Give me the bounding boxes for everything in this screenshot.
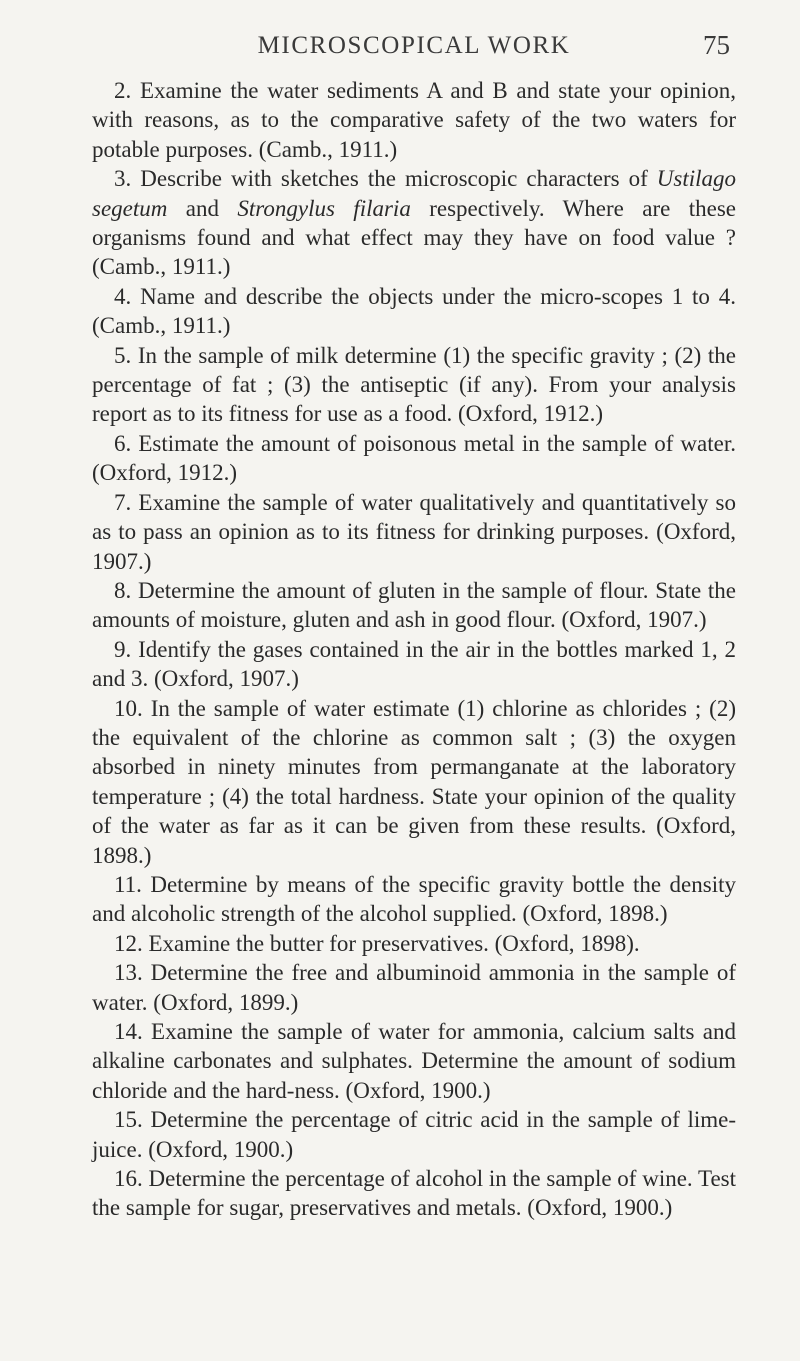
question-number: 3. — [114, 166, 132, 192]
question-number: 12. — [114, 930, 143, 956]
question-4 — [92, 282, 736, 341]
question-7 — [92, 488, 736, 576]
question-text: Describe with sketches the microscopic characters of — [140, 166, 657, 192]
question-2 — [92, 76, 736, 164]
question-14 — [92, 1017, 736, 1105]
question-13 — [92, 958, 736, 1017]
question-number: 4. — [114, 283, 132, 309]
question-text: In the sample of water estimate (1) chlorine as chlorides ; (2) the equivalent of the chlorine as common salt ; (3) the oxygen absorbed in ninety minutes from permanganate at the laboratory temperature ; (4) the total hardness. State your opinion of the quality of the water as far as it can be given from these results. (Oxford, 1898.) — [92, 695, 736, 868]
question-16 — [92, 1164, 736, 1223]
question-number: 10. — [114, 695, 143, 721]
question-text: Name and describe the objects under the micro-scopes 1 to 4. (Camb., 1911.) — [92, 283, 737, 339]
species-name: Ustilago segetum — [92, 166, 736, 221]
question-number: 9. — [114, 636, 132, 662]
question-12 — [92, 929, 736, 958]
question-number: 13. — [114, 960, 143, 986]
question-text: Determine the percentage of alcohol in the sample of wine. Test the sample for sugar, preservatives and metals. (Oxford, 1900.) — [92, 1166, 737, 1221]
question-text: In the sample of milk determine (1) the specific gravity ; (2) the percentage of fat ; (3) the antiseptic (if any). From your analysis report as to its fitness for use as a food. (Oxford, 1912.) — [92, 342, 737, 427]
question-number: 7. — [114, 489, 132, 515]
running-head — [92, 0, 736, 76]
question-text: Examine the sample of water for ammonia, calcium salts and alkaline carbonates and sulphates. Determine the amount of sodium chloride and the hard-ness. (Oxford, 1900.) — [92, 1019, 736, 1103]
question-text: Determine the percentage of citric acid in the sample of lime-juice. (Oxford, 1900.) — [92, 1107, 737, 1162]
question-15 — [92, 1105, 736, 1164]
page-number: 75 — [703, 30, 730, 60]
question-text: and — [167, 195, 238, 221]
species-name: Strongylus filaria — [237, 195, 411, 221]
question-11 — [92, 870, 736, 929]
question-text: Determine by means of the specific gravity bottle the density and alcoholic strength of the alcohol supplied. (Oxford, 1898.) — [92, 871, 737, 927]
question-number: 14. — [114, 1019, 143, 1044]
question-number: 5. — [114, 342, 132, 368]
question-6 — [92, 429, 736, 488]
question-number: 11. — [114, 871, 142, 897]
question-text: Examine the butter for preservatives. (Oxford, 1898). — [148, 930, 640, 956]
question-9 — [92, 635, 736, 694]
question-text: Examine the water sediments A and B and state your opinion, with reasons, as to the comparative safety of the two waters for potable purposes. (Camb., 1911.) — [92, 78, 737, 162]
question-5 — [92, 341, 736, 429]
question-number: 15. — [114, 1107, 143, 1133]
question-10 — [92, 694, 736, 870]
question-list — [92, 76, 736, 1223]
question-3 — [92, 164, 736, 282]
question-text: Examine the sample of water qualitatively and quantitatively so as to pass an opinion as to its fitness for drinking purposes. (Oxford, 1907.) — [92, 489, 737, 574]
question-text: respectively. Where are these organisms found and what effect may they have on food value ? (Camb., 1911.) — [92, 195, 736, 280]
question-text: Estimate the amount of poisonous metal in the sample of water. (Oxford, 1912.) — [92, 430, 736, 486]
running-title: MICROSCOPICAL WORK — [257, 32, 571, 59]
question-text: Identify the gases contained in the air in the bottles marked 1, 2 and 3. (Oxford, 1907.) — [92, 636, 736, 692]
question-number: 2. — [114, 78, 132, 103]
question-number: 16. — [114, 1166, 143, 1192]
question-number: 6. — [114, 430, 132, 456]
question-text: Determine the amount of gluten in the sample of flour. State the amounts of moisture, gluten and ash in good flour. (Oxford, 1907.) — [92, 577, 737, 633]
question-number: 8. — [114, 577, 132, 603]
question-text: Determine the free and albuminoid ammonia in the sample of water. (Oxford, 1899.) — [92, 960, 737, 1015]
question-8 — [92, 576, 736, 635]
